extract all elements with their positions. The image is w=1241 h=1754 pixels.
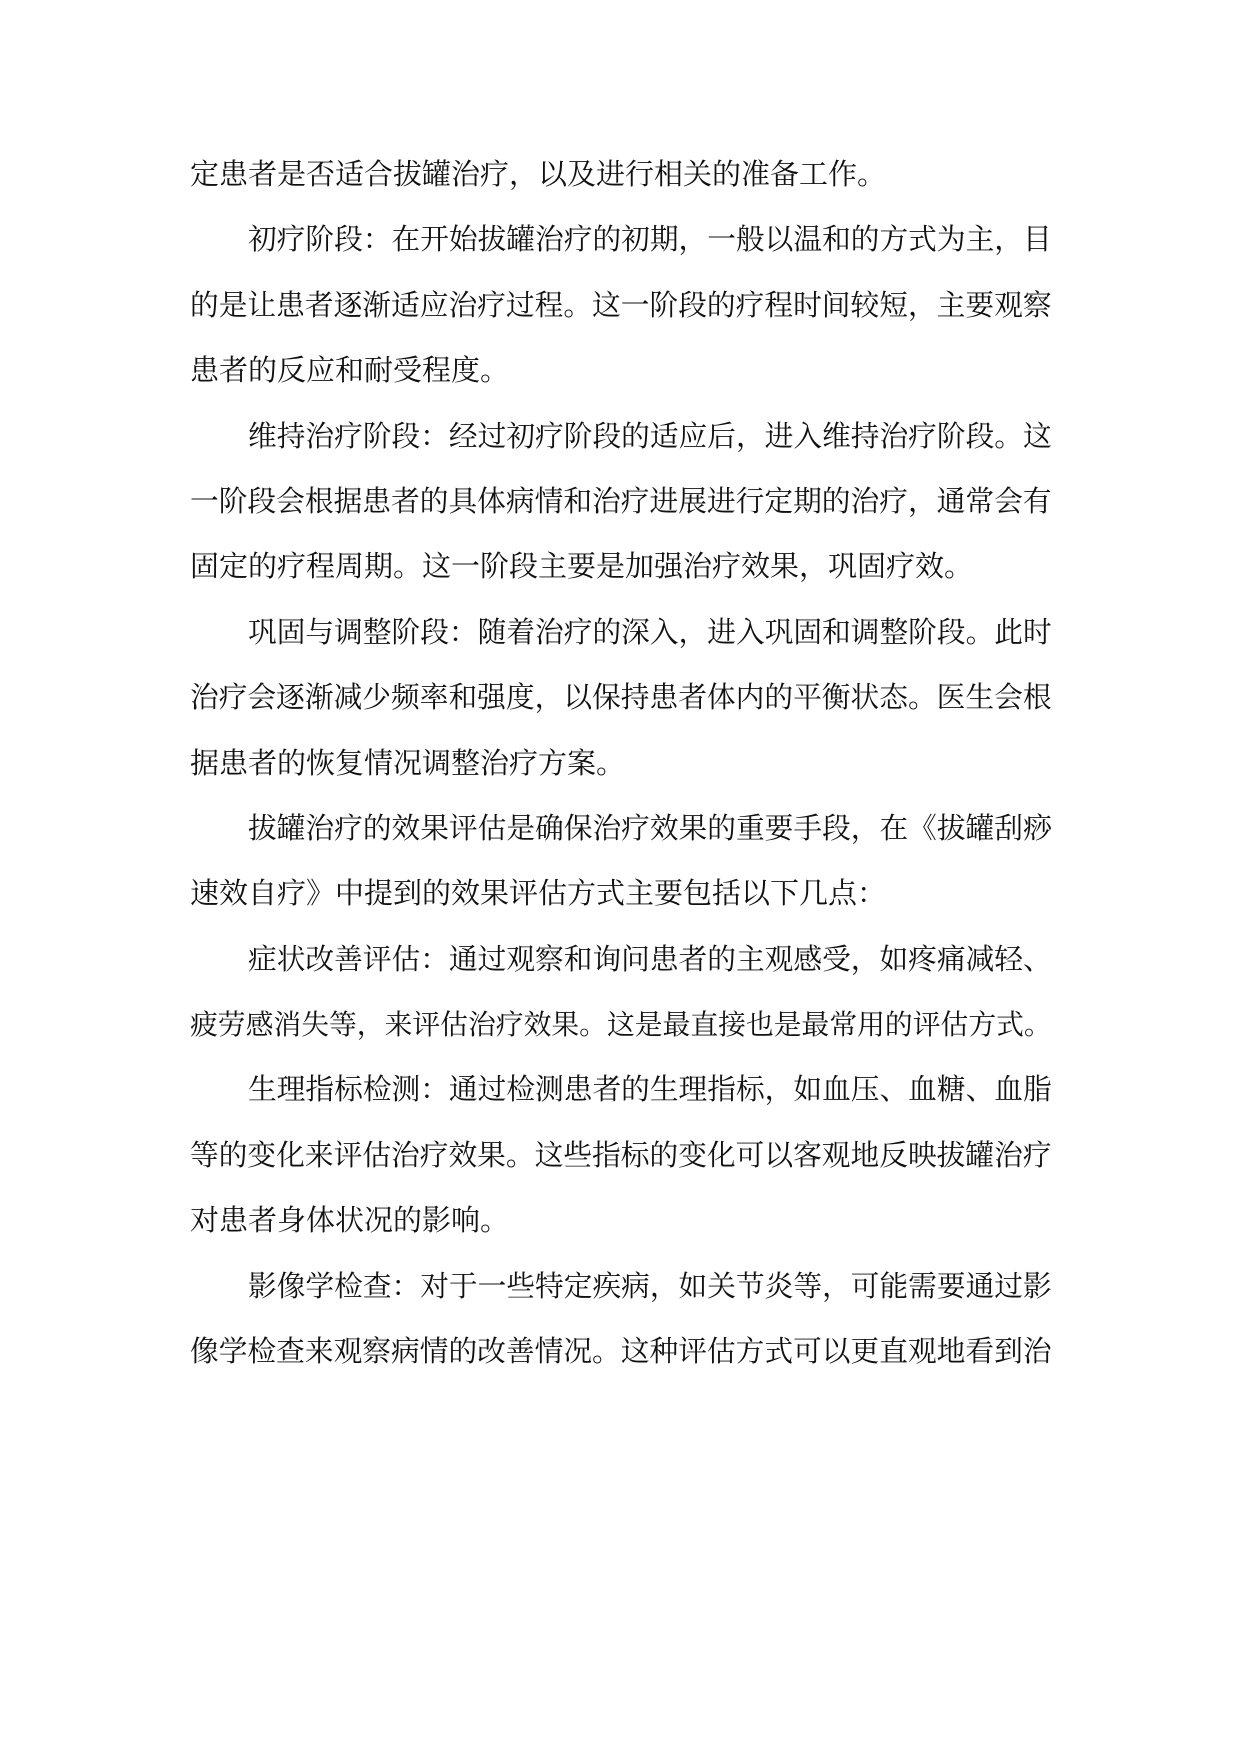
- text-line: 患者的反应和耐受程度。: [190, 353, 510, 388]
- text-line: 治疗会逐渐减少频率和强度，以保持患者体内的平衡状态。医生会根: [190, 680, 1052, 715]
- text-line: 疲劳感消失等，来评估治疗效果。这是最直接也是最常用的评估方式。: [190, 1008, 1052, 1042]
- text-line: 像学检查来观察病情的改善情况。这种评估方式可以更直观地看到治: [190, 1334, 1052, 1369]
- text-line: 拔罐治疗的效果评估是确保治疗效果的重要手段，在《拔罐刮痧: [248, 810, 1052, 845]
- text-line: 一阶段会根据患者的具体病情和治疗进展进行定期的治疗，通常会有: [190, 483, 1052, 518]
- text-line: 症状改善评估：通过观察和询问患者的主观感受，如疼痛减轻、: [248, 941, 1052, 976]
- text-line: 据患者的恢复情况调整治疗方案。: [190, 745, 626, 780]
- body-text: [190, 142, 1052, 1384]
- text-line: 生理指标检测：通过检测患者的生理指标，如血压、血糖、血脂: [248, 1072, 1052, 1107]
- text-line: 的是让患者逐渐适应治疗过程。这一阶段的疗程时间较短，主要观察: [190, 287, 1052, 322]
- text-line: 速效自疗》中提到的效果评估方式主要包括以下几点：: [190, 876, 887, 911]
- text-line: 维持治疗阶段：经过初疗阶段的适应后，进入维持治疗阶段。这: [248, 418, 1052, 453]
- text-line: 初疗阶段：在开始拔罐治疗的初期，一般以温和的方式为主，目: [248, 222, 1052, 257]
- text-line: 等的变化来评估治疗效果。这些指标的变化可以客观地反映拔罐治疗: [190, 1137, 1052, 1172]
- text-line: 固定的疗程周期。这一阶段主要是加强治疗效果，巩固疗效。: [190, 549, 974, 584]
- text-line: 影像学检查：对于一些特定疾病，如关节炎等，可能需要通过影: [248, 1268, 1052, 1303]
- text-line: 巩固与调整阶段：随着治疗的深入，进入巩固和调整阶段。此时: [248, 614, 1052, 649]
- text-line: 对患者身体状况的影响。: [190, 1203, 510, 1238]
- text-line: 定患者是否适合拔罐治疗，以及进行相关的准备工作。: [190, 157, 887, 191]
